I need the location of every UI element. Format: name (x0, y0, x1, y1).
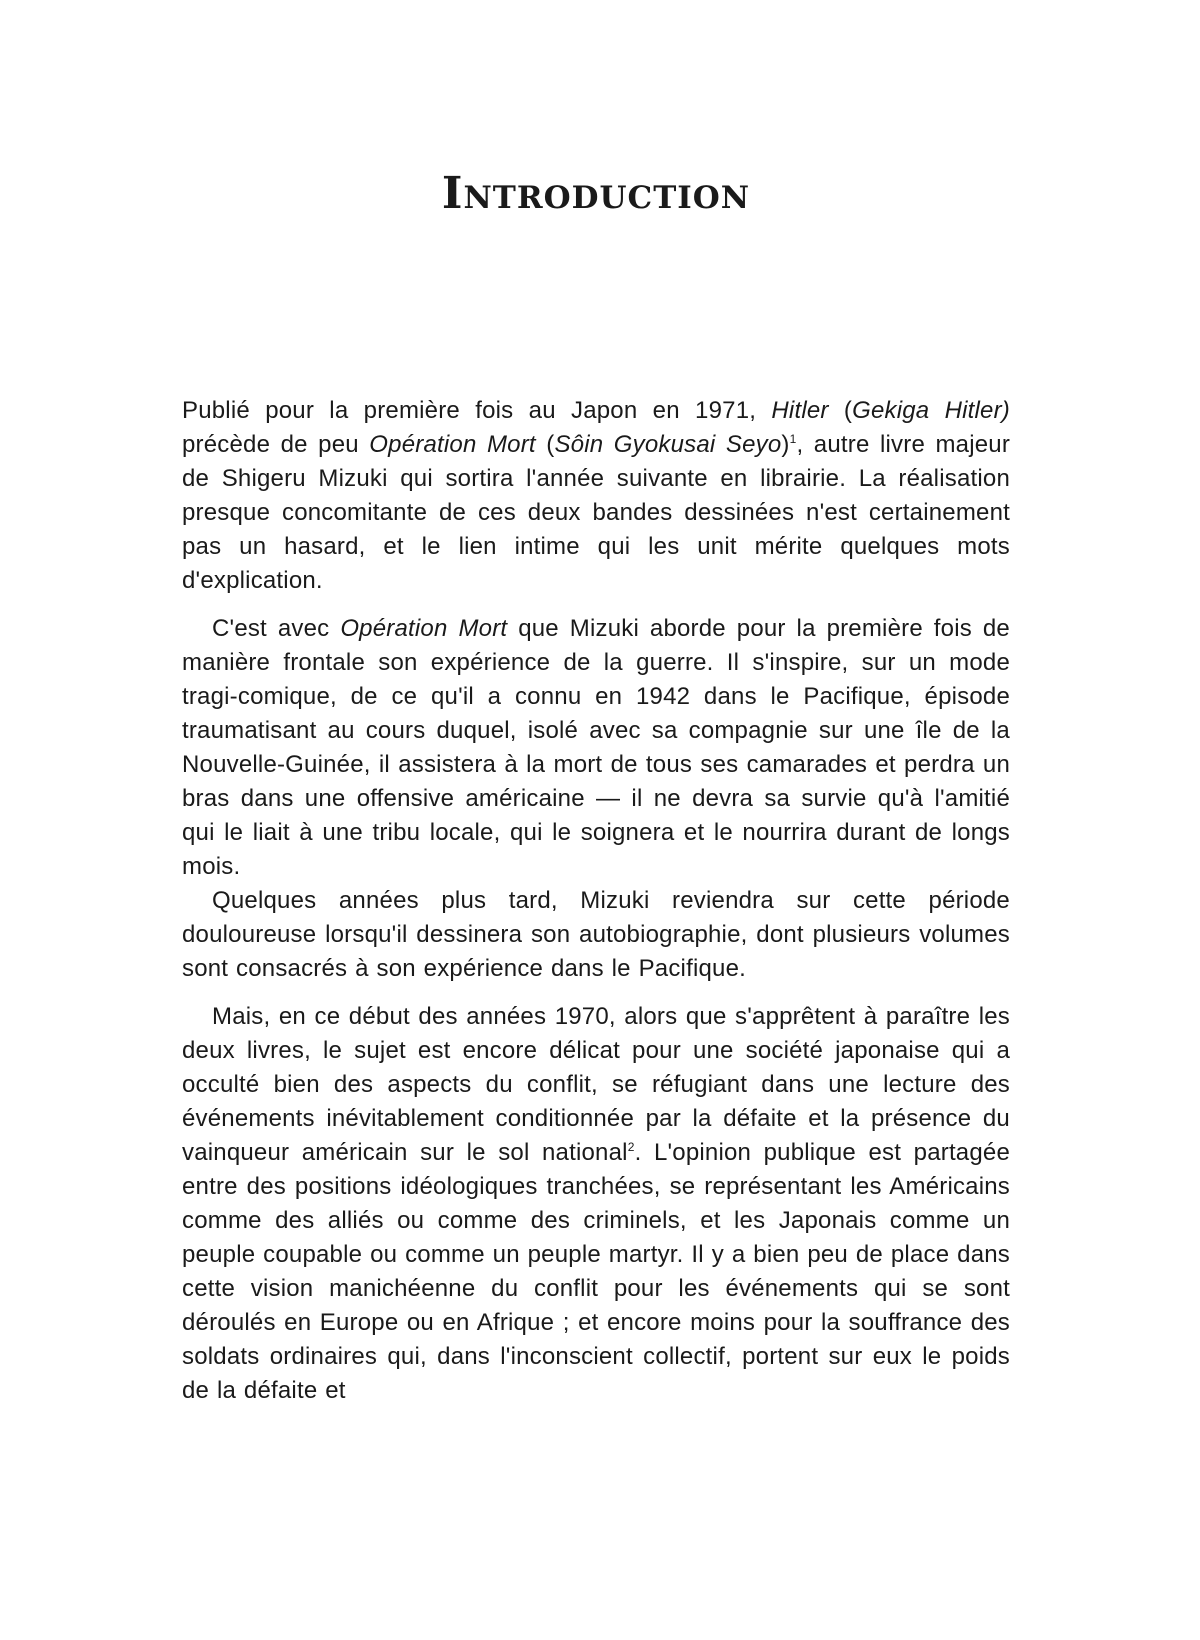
text-run: ( (828, 397, 853, 424)
italic-title-hitler: Hitler (771, 397, 829, 424)
footnote-ref-1: 1 (789, 432, 797, 446)
text-run: ( (535, 431, 555, 458)
text-run: . L'opinion publique est partagée entre des positions idéologiques tranchées, se représentant les Américains comme des alliés ou comme des criminels, et les Japonais comme un peuple coupable ou comme un peuple martyr. Il y a bien peu de place dans cette vision manichéenne du conflit pour les événements qui se sont déroulés en Europe ou en Afrique ; et encore moins pour la souffrance des soldats ordinaires qui, dans l'inconscient collectif, portent sur eux le poids de la défaite et (182, 1139, 1010, 1404)
text-run: ) (781, 431, 790, 458)
paragraph-2 (182, 612, 1010, 884)
text-run: Mais, en ce début des années 1970, alors que s'apprêtent à paraître les deux livres, le sujet est encore délicat pour une société japonaise qui a occulté bien des aspects du conflit, se réfugiant dans une lecture des événements inévitablement conditionnée par la défaite et la présence du vainqueur américain sur le sol national (182, 1003, 1010, 1166)
footnote-ref-2: 2 (627, 1140, 635, 1154)
italic-title-gekiga-hitler: Gekiga Hitler) (852, 397, 1010, 424)
text-run: C'est avec (212, 615, 341, 642)
page-title: Introduction (441, 168, 751, 219)
paragraph-4 (182, 1000, 1010, 1408)
text-run: Publié pour la première fois au Japon en 1971, (182, 397, 772, 424)
text-run: , autre livre majeur de Shigeru Mizuki qui sortira l'année suivante en librairie. La réalisation presque concomitante de ces deux bandes dessinées n'est certainement pas un hasard, et le lien intime qui les unit mérite quelques mots d'explication. (182, 431, 1011, 594)
paragraph-1 (182, 394, 1010, 598)
italic-title-operation-mort: Opération Mort (340, 615, 508, 642)
text-run: précède de peu (182, 431, 370, 458)
paragraph-3 (182, 884, 1010, 986)
italic-title-soin-gyokusai-seyo: Sôin Gyokusai Seyo (554, 431, 782, 458)
text-run: que Mizuki aborde pour la première fois de manière frontale son expérience de la guerre. Il s'inspire, sur un mode tragi-comique, de ce qu'il a connu en 1942 dans le Pacifique, épisode traumatisant au cours duquel, isolé avec sa compagnie sur une île de la Nouvelle-Guinée, il assistera à la mort de tous ses camarades et perdra un bras dans une offensive américaine — il ne devra sa survie qu'à l'amitié qui le liait à une tribu locale, qui le soignera et le nourrira durant de longs mois. (182, 615, 1010, 880)
text-run: Quelques années plus tard, Mizuki reviendra sur cette période douloureuse lorsqu'il dessinera son autobiographie, dont plusieurs volumes sont consacrés à son expérience dans le Pacifique. (182, 887, 1010, 982)
body-text (182, 394, 1010, 1408)
italic-title-operation-mort: Opération Mort (369, 431, 536, 458)
